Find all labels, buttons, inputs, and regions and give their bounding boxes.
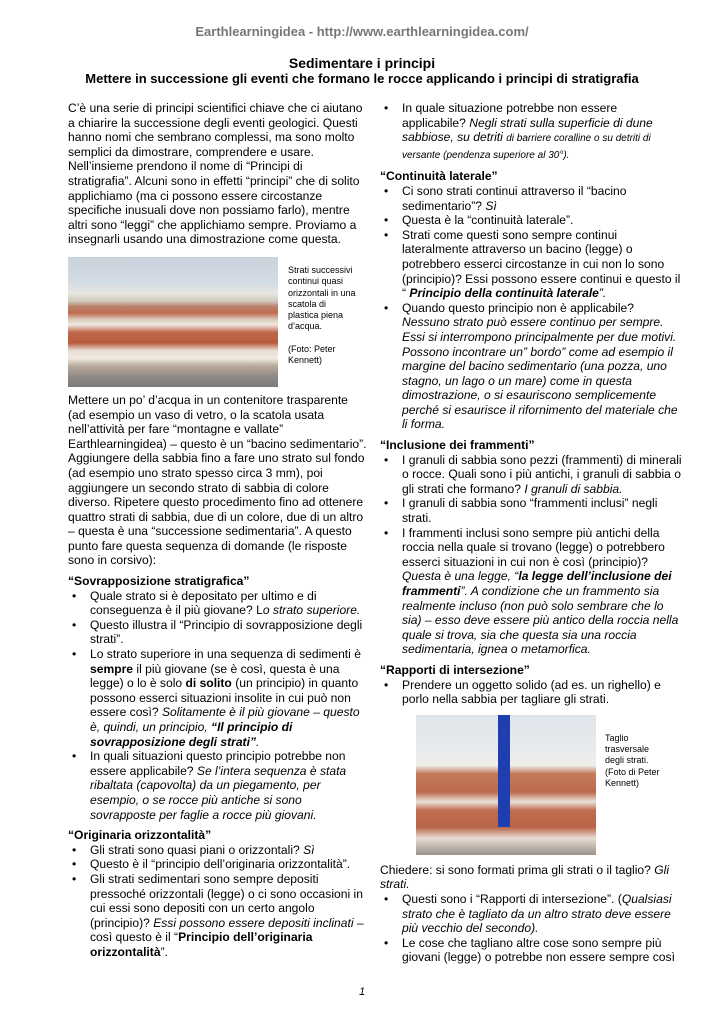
list-item: • Gli strati sedimentari sono sempre depositi pressoché orizzontali (legge) o ci sono occasioni in cui essi sono depositi con un certo angolo (principio)? Essi possono essere depositi inclinati – così questo è il “Principio dell’originaria orizzontalità”.: [68, 872, 368, 960]
list-item: • I granuli di sabbia sono pezzi (frammenti) di minerali o rocce. Quali sono i più antichi, i granuli di sabbia o gli strati che formano? I granuli di sabbia.: [380, 453, 682, 497]
list-item: • Le cose che tagliano altre cose sono sempre più giovani (legge) o potrebbe non essere sempre così: [380, 936, 682, 965]
list-item: • Questo è il “principio dell’originaria orizzontalità”.: [68, 857, 368, 872]
list-item: • In quali situazioni questo principio potrebbe non essere applicabile? Se l’intera sequenza è stata ribaltata (capovolta) da un piegamento, per esempio, o se rocce più antiche si sono sovrapposte per faglie a rocce più giovani.: [68, 749, 368, 822]
intersezione-list: [380, 678, 682, 707]
list-item: • Questi sono i “Rapporti di intersezione”. (Qualsiasi strato che è tagliato da un altro strato deve essere più vecchio del secondo).: [380, 892, 682, 936]
figure-2: [380, 715, 682, 855]
list-item: • Questa è la “continuità laterale”.: [380, 213, 682, 228]
list-item: • Questo illustra il “Principio di sovrapposizione degli strati”.: [68, 618, 368, 647]
list-item: • Quando questo principio non è applicabile? Nessuno strato può essere continuo per sempre. Essi si interrompono principalmente per due motivi. Possono incontrare un” bordo” come ad esempio il margine del bacino sedimentario (una pozza, uno stagno, un lago o un mare) come in questa dimostrazione, o si esauriscono semplicemente perché si esaurisce il rifornimento del materiale che li forma.: [380, 301, 682, 432]
list-item: • I granuli di sabbia sono “frammenti inclusi” negli strati.: [380, 496, 682, 525]
list-item: • Ci sono strati continui attraverso il “bacino sedimentario”? Sì: [380, 184, 682, 213]
list-item: • I frammenti inclusi sono sempre più antichi della roccia nella quale si trovano (legge) o potrebbero esserci situazioni in cui non è così (principio)? Questa è una legge, “la legge dell’inclusione dei frammenti”. A condizione che un frammento sia realmente incluso (non può solo sembrare che lo sia) – esso deve essere più antico della roccia nella quale si trova, sia che questa sia una roccia sedimentaria, ignea o metamorfica.: [380, 526, 682, 657]
list-item: • Strati come questi sono sempre continui lateralmente attraverso un bacino (legge) o potrebbero esserci circostanze in cui non lo sono (principio)? Essi possono essere continui e questo il “ Principio della continuità laterale”.: [380, 228, 682, 301]
list-item: • Gli strati sono quasi piani o orizzontali? Sì: [68, 843, 368, 858]
list-item: • In quale situazione potrebbe non essere applicabile? Negli strati sulla superficie di dune sabbiose, su detriti di barriere coralline o su detriti di versante (pendenza superiore al 30°).: [380, 101, 682, 163]
page-subtitle: Mettere in successione gli eventi che formano le rocce applicando i principi di stratigrafia: [85, 71, 639, 86]
inclusione-list: [380, 453, 682, 657]
orizzontalita-list: [68, 843, 368, 960]
figure-1-caption: Strati successivi continui quasi orizzontali in una scatola di plastica piena d’acqua. (Foto: Peter Kennett): [288, 264, 356, 366]
heading-sovrapposizione: “Sovrapposizione stratigrafica”: [68, 574, 250, 589]
page-number: 1: [358, 986, 366, 998]
page-header: Earthlearningidea - http://www.earthlearningidea.com/: [195, 24, 529, 39]
heading-inclusione: “Inclusione dei frammenti”: [380, 438, 535, 453]
orizzontalita-continued-list: [380, 101, 682, 163]
left-column: [68, 101, 368, 960]
figure-1: [68, 257, 368, 387]
list-item: • Quale strato si è depositato per ultimo e di conseguenza è il più giovane? Lo strato superiore.: [68, 589, 368, 618]
horizontal-strata-photo: [68, 257, 278, 387]
heading-intersezione: “Rapporti di intersezione”: [380, 662, 530, 677]
heading-orizzontalita: “Originaria orizzontalità”: [68, 828, 212, 843]
intro-paragraph: C’è una serie di principi scientifici chiave che ci aiutano a chiarire la successione degli eventi geologici. Questi hanno nomi che sembrano complessi, ma sono molto semplici da dimostrare, comprendere e usare. Nell’insieme prendono il nome di “Principi di stratigrafia”. Alcuni sono in effetti “principi” che di solito applichiamo (ma ci possono essere circostanze specifiche inusuali dove non possiamo farlo), mentre altri sono “leggi” che applichiamo sempre. Proviamo a insegnarli usando una dimostrazione come questa.: [68, 101, 363, 247]
intersezione-list-2: [380, 892, 682, 965]
continuita-list: [380, 184, 682, 432]
ruler-cutting-strata: [498, 715, 510, 827]
question-paragraph: Chiedere: si sono formati prima gli strati o il taglio? Gli strati.: [380, 862, 670, 892]
cross-cutting-strata-photo: [416, 715, 596, 855]
heading-continuita: “Continuità laterale”: [380, 169, 498, 184]
method-paragraph: Mettere un po’ d’acqua in un contenitore trasparente (ad esempio un vaso di vetro, o la scatola usata nell’attività per fare “montagne e vallate” Earthlearningidea) – questo è un “bacino sedimentario”. Aggiungere della sabbia fino a fare uno strato sul fondo (ad esempio uno strato spesso circa 3 mm), poi aggiungere un secondo strato di sabbia di colore diverso. Ripetere questo procedimento fino ad ottenere quattro strati di sabbia, due di un colore, due di un altro – questa è una “successione sedimentaria”. A questo punto fare questa sequenza di domande (le risposte sono in corsivo):: [68, 392, 367, 568]
figure-2-caption: Taglio trasversale degli strati. (Foto di Peter Kennett): [605, 732, 660, 788]
sovrapposizione-list: [68, 589, 368, 823]
list-item: • Lo strato superiore in una sequenza di sedimenti è sempre il più giovane (se è così, questa è una legge) o lo è solo di solito (un principio) in quanto possono esserci situazioni insolite in cui può non essere così? Solitamente è il più giovane – questo è, quindi, un principio, “Il principio di sovrapposizione degli strati”.: [68, 647, 368, 749]
list-item: • Prendere un oggetto solido (ad es. un righello) e porlo nella sabbia per tagliare gli strati.: [380, 678, 682, 707]
page-title: Sedimentare i principi: [288, 55, 436, 71]
right-column: [380, 101, 682, 965]
